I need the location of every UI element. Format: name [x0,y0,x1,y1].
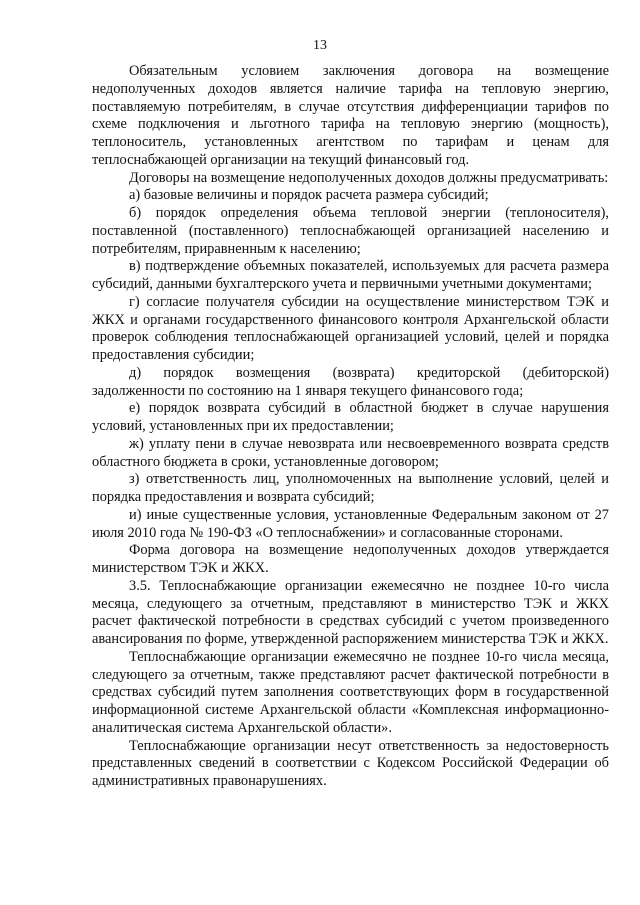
paragraph-contracts-intro: Договоры на возмещение недополученных доходов должны предусматривать: [129,169,609,186]
list-item-e: е) порядок возврата субсидий в областной бюджет в случае нарушения условий, установленных при их предоставлении; [92,400,609,434]
paragraph-responsibility: Теплоснабжающие организации несут ответственность за недостоверность представленных сведений в соответствии с Кодексом Российской Федерации об административных правонарушениях. [92,737,609,789]
paragraph-contract-form: Форма договора на возмещение недополученных доходов утверждается министерством ТЭК и ЖКХ. [92,542,609,576]
list-item-z: з) ответственность лиц, уполномоченных на выполнение условий, целей и порядка предоставления и возврата субсидий; [92,471,609,505]
list-item-d: д) порядок возмещения (возврата) кредиторской (дебиторской) задолженности по состоянию на 1 января текущего финансового года; [92,364,609,399]
paragraph-section-3-5: 3.5. Теплоснабжающие организации ежемесячно не позднее 10-го числа месяца, следующего за отчетным, представляют в министерство ТЭК и ЖКХ расчет фактической потребности в средствах субсидий с учетом произведенного авансирования по форме, утвержденной распоряжением министерства ТЭК и ЖКХ. [92,577,609,647]
list-item-a: а) базовые величины и порядок расчета размера субсидий; [129,187,489,204]
paragraph-monthly-reporting: Теплоснабжающие организации ежемесячно не позднее 10-го числа месяца, следующего за отчетным, также представляют расчет фактической потребности в средствах субсидий путем заполнения соответствующих форм в государственной информационной системе Архангельской области «Комплексная информационно-аналитическая система Архангельской области». [92,648,609,736]
paragraph-contract-condition: Обязательным условием заключения договора на возмещение недополученных доходов является наличие тарифа на тепловую энергию, поставляемую потребителям, в случае отсутствия дифференциации тарифов по схеме подключения и льготного тарифа на тепловую энергию (мощность), теплоноситель, установленных агентством по тарифам и ценам для теплоснабжающей организации на текущий финансовый год. [92,63,609,168]
list-item-g: г) согласие получателя субсидии на осуществление министерством ТЭК и ЖКХ и органами государственного финансового контроля Архангельской области проверок соблюдения теплоснабжающей организацией условий, целей и порядка предоставления субсидии; [92,293,609,363]
list-item-zh: ж) уплату пени в случае невозврата или несвоевременного возврата средств областного бюджета в сроки, установленные договором; [92,435,609,470]
list-item-v: в) подтверждение объемных показателей, используемых для расчета размера субсидий, данными бухгалтерского учета и первичными учетными документами; [92,258,609,292]
page-number: 13 [313,38,327,53]
document-body [92,63,609,791]
list-item-b: б) порядок определения объема тепловой энергии (теплоносителя), поставленной (поставленного) теплоснабжающей организацией населению и потребителям, приравненным к населению; [92,205,609,257]
list-item-i: и) иные существенные условия, установленные Федеральным законом от 27 июля 2010 года № 190-ФЗ «О теплоснабжении» и согласованные сторонами. [92,506,609,541]
